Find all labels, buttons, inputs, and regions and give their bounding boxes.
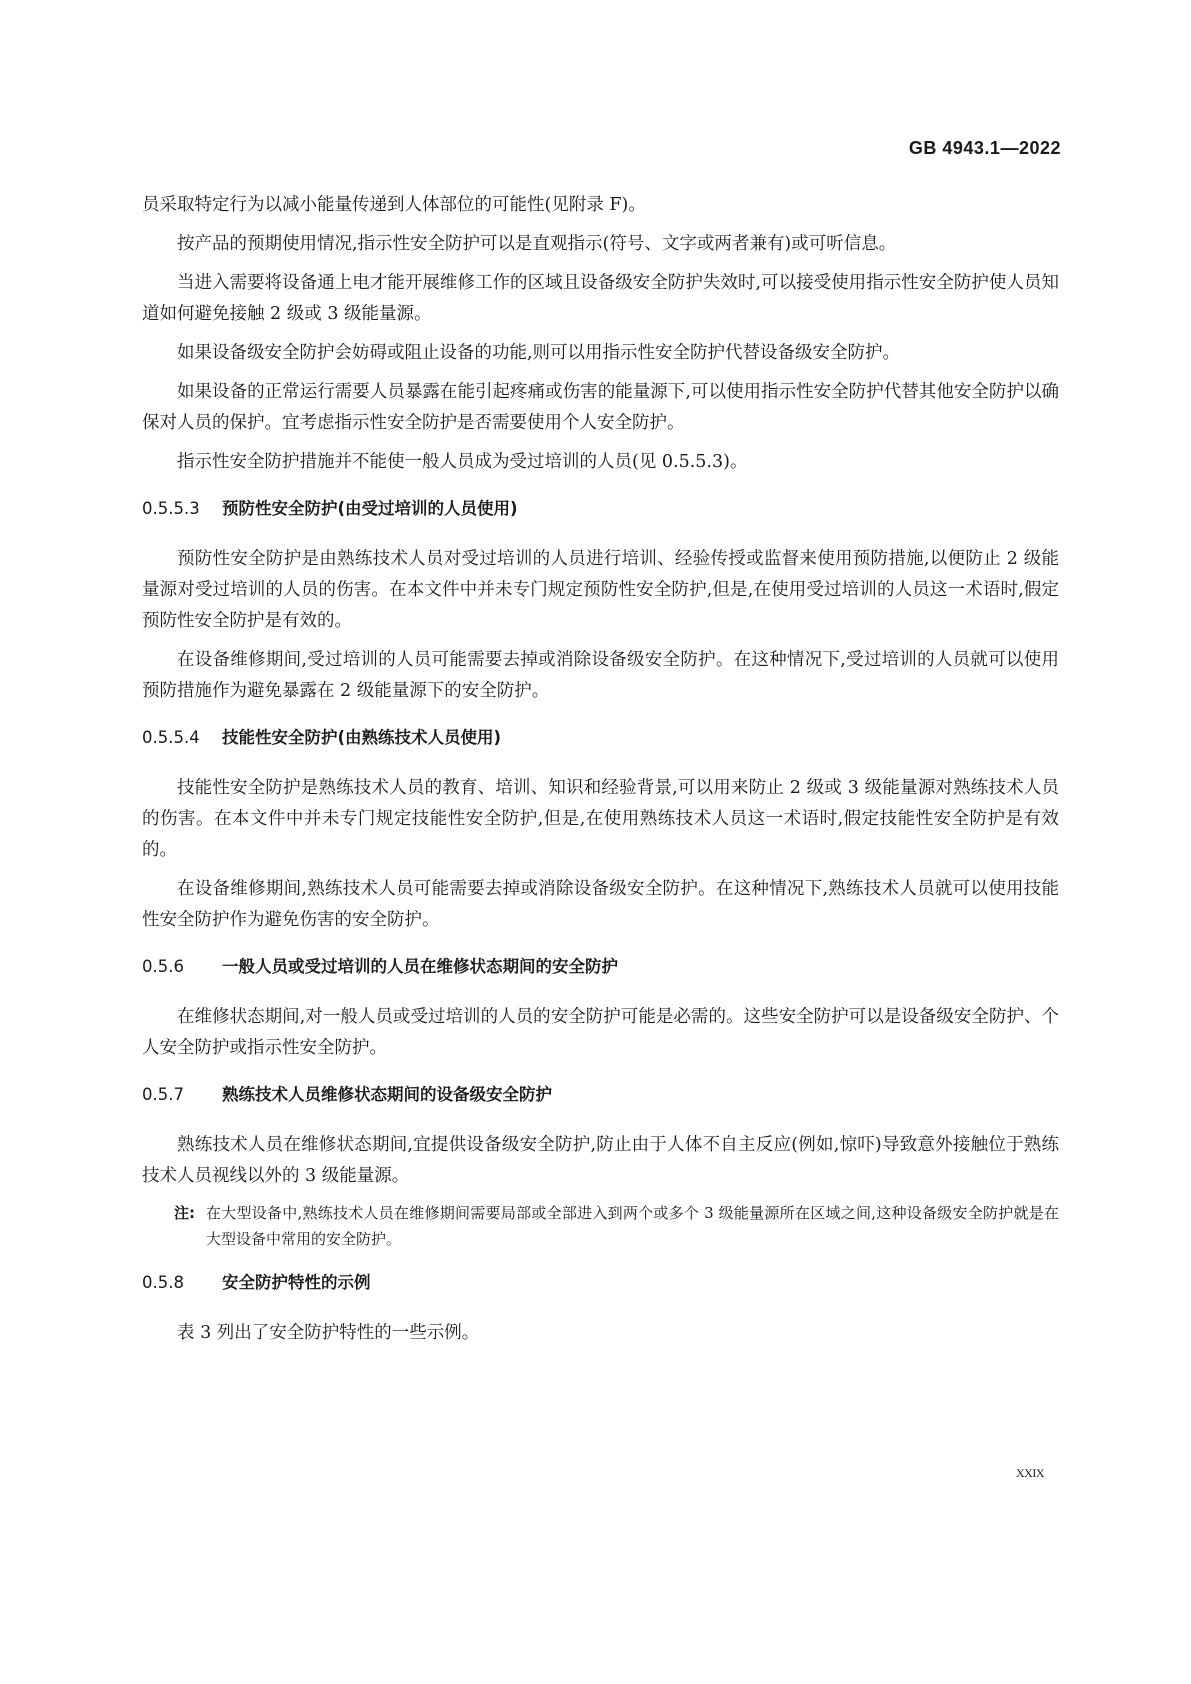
section-number: 0.5.8: [142, 1273, 184, 1292]
section-title: 技能性安全防护(由熟练技术人员使用): [222, 728, 502, 747]
paragraph: 技能性安全防护是熟练技术人员的教育、培训、知识和经验背景,可以用来防止 2 级或 3 级能量源对熟练技术人员的伤害。在本文件中并未专门规定技能性安全防护,但是,在使用熟练技术人员这一术语时,假定技能性安全防护是有效的。: [142, 778, 1059, 860]
section-number: 0.5.6: [142, 957, 184, 976]
section-heading-0554: [142, 725, 1059, 751]
section-title: 一般人员或受过培训的人员在维修状态期间的安全防护: [222, 957, 618, 976]
section-number: 0.5.5.4: [142, 728, 200, 747]
note-label: 注:: [174, 1204, 195, 1222]
note: [142, 1200, 1059, 1252]
section-number: 0.5.7: [142, 1085, 184, 1104]
paragraph: 预防性安全防护是由熟练技术人员对受过培训的人员进行培训、经验传授或监督来使用预防措施,以便防止 2 级能量源对受过培训的人员的伤害。在本文件中并未专门规定预防性安全防护,但是,在使用受过培训的人员这一术语时,假定预防性安全防护是有效的。: [142, 549, 1059, 631]
paragraph: 当进入需要将设备通上电才能开展维修工作的区域且设备级安全防护失效时,可以接受使用指示性安全防护使人员知道如何避免接触 2 级或 3 级能量源。: [142, 273, 1059, 324]
page-number: XXIX: [1016, 1466, 1044, 1480]
paragraph: 在设备维修期间,受过培训的人员可能需要去掉或消除设备级安全防护。在这种情况下,受过培训的人员就可以使用预防措施作为避免暴露在 2 级能量源下的安全防护。: [142, 650, 1059, 701]
section-heading-056: [142, 954, 1059, 980]
paragraph: 在维修状态期间,对一般人员或受过培训的人员的安全防护可能是必需的。这些安全防护可以是设备级安全防护、个人安全防护或指示性安全防护。: [142, 1007, 1059, 1058]
standard-number: GB 4943.1—2022: [908, 138, 1061, 158]
paragraph: 指示性安全防护措施并不能使一般人员成为受过培训的人员(见 0.5.5.3)。: [177, 452, 748, 472]
paragraph: 如果设备的正常运行需要人员暴露在能引起疼痛或伤害的能量源下,可以使用指示性安全防护代替其他安全防护以确保对人员的保护。宜考虑指示性安全防护是否需要使用个人安全防护。: [142, 382, 1059, 433]
section-title: 安全防护特性的示例: [222, 1273, 371, 1292]
document-body: [142, 190, 1059, 1357]
section-title: 预防性安全防护(由受过培训的人员使用): [222, 499, 518, 518]
section-heading-0553: [142, 496, 1059, 522]
note-text: 在大型设备中,熟练技术人员在维修期间需要局部或全部进入到两个或多个 3 级能量源所在区域之间,这种设备级安全防护就是在大型设备中常用的安全防护。: [206, 1204, 1059, 1248]
paragraph: 按产品的预期使用情况,指示性安全防护可以是直观指示(符号、文字或两者兼有)或可听信息。: [177, 234, 897, 254]
paragraph-continuation: 员采取特定行为以减小能量传递到人体部位的可能性(见附录 F)。: [142, 195, 646, 215]
section-title: 熟练技术人员维修状态期间的设备级安全防护: [222, 1085, 552, 1104]
paragraph: 熟练技术人员在维修状态期间,宜提供设备级安全防护,防止由于人体不自主反应(例如,惊吓)导致意外接触位于熟练技术人员视线以外的 3 级能量源。: [142, 1135, 1059, 1186]
section-number: 0.5.5.3: [142, 499, 200, 518]
section-heading-058: [142, 1270, 1059, 1296]
paragraph: 表 3 列出了安全防护特性的一些示例。: [177, 1323, 480, 1343]
paragraph: 在设备维修期间,熟练技术人员可能需要去掉或消除设备级安全防护。在这种情况下,熟练技术人员就可以使用技能性安全防护作为避免伤害的安全防护。: [142, 879, 1059, 930]
paragraph: 如果设备级安全防护会妨碍或阻止设备的功能,则可以用指示性安全防护代替设备级安全防护。: [177, 343, 901, 363]
section-heading-057: [142, 1082, 1059, 1108]
